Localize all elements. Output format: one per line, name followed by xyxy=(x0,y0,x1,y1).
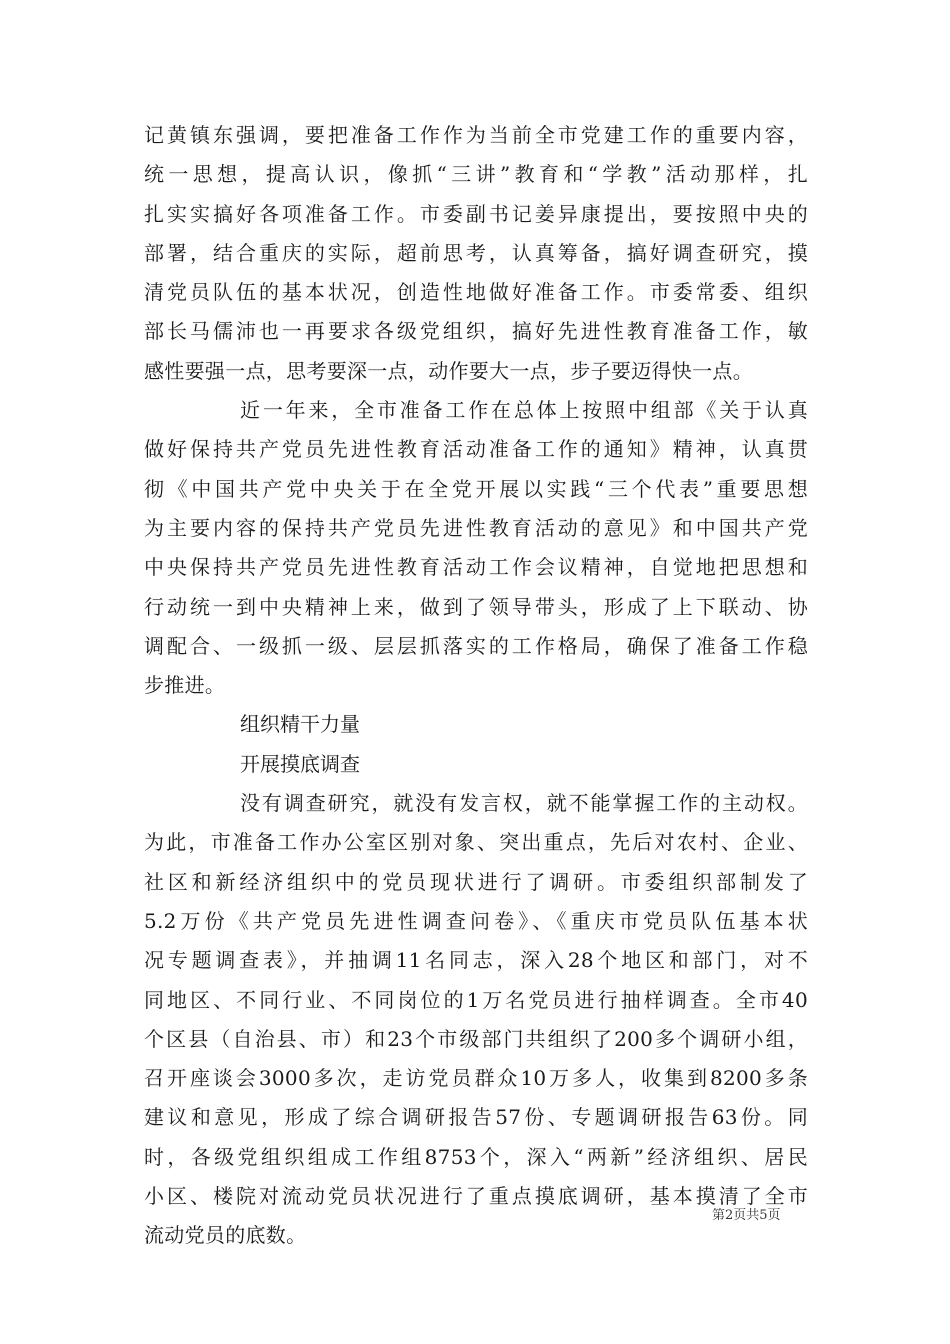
text-line: 做好保持共产党员先进性教育活动准备工作的通知》精神，认真贯 xyxy=(144,437,808,462)
paragraph-2 xyxy=(144,391,808,705)
text-line: 召开座谈会3000多次，走访党员群众10万多人，收集到8200多条 xyxy=(144,1066,808,1091)
text-line: 清党员队伍的基本状况，创造性地做好准备工作。市委常委、组织 xyxy=(144,280,808,305)
text-line: 扎实实搞好各项准备工作。市委副书记姜异康提出，要按照中央的 xyxy=(144,201,808,226)
text-line: 感性要强一点，思考要深一点，动作要大一点，步子要迈得快一点。 xyxy=(144,358,753,383)
text-line: 社区和新经济组织中的党员现状进行了调研。市委组织部制发了 xyxy=(144,869,808,894)
text-line: 统一思想，提高认识，像抓“三讲”教育和“学教”活动那样，扎 xyxy=(144,162,808,187)
text-line: 步推进。 xyxy=(144,673,226,698)
section-heading-1: 组织精干力量 xyxy=(240,712,360,737)
text-line: 部署，结合重庆的实际，超前思考，认真筹备，搞好调查研究，摸 xyxy=(144,240,808,265)
text-line: 时，各级党组织组成工作组8753个，深入“两新”经济组织、居民 xyxy=(144,1144,808,1169)
text-line: 近一年来，全市准备工作在总体上按照中组部《关于认真 xyxy=(240,398,808,423)
text-line: 建议和意见，形成了综合调研报告57份、专题调研报告63份。同 xyxy=(144,1105,808,1130)
text-line: 行动统一到中央精神上来，做到了领导带头，形成了上下联动、协 xyxy=(144,594,808,619)
text-line: 个区县（自治县、市）和23个市级部门共组织了200多个调研小组， xyxy=(144,1026,808,1051)
text-line: 同地区、不同行业、不同岗位的1万名党员进行抽样调查。全市40 xyxy=(144,987,808,1012)
text-line: 中央保持共产党员先进性教育活动工作会议精神，自觉地把思想和 xyxy=(144,555,808,580)
section-heading-2: 开展摸底调查 xyxy=(240,751,360,776)
text-line: 记黄镇东强调，要把准备工作作为当前全市党建工作的重要内容， xyxy=(144,123,808,147)
text-line: 况专题调查表》，并抽调11名同志，深入28个地区和部门，对不 xyxy=(144,948,808,973)
text-line: 5.2万份《共产党员先进性调查问卷》、《重庆市党员队伍基本状 xyxy=(144,908,808,933)
paragraph-3 xyxy=(144,784,808,1256)
text-line: 部长马儒沛也一再要求各级党组织，搞好先进性教育准备工作，敏 xyxy=(144,319,808,344)
text-line: 没有调查研究，就没有发言权，就不能掌握工作的主动权。 xyxy=(240,791,808,816)
text-line: 调配合、一级抓一级、层层抓落实的工作格局，确保了准备工作稳 xyxy=(144,633,808,658)
page-number: 第2页共5页 xyxy=(712,1208,781,1223)
text-line: 小区、楼院对流动党员状况进行了重点摸底调研，基本摸清了全市 xyxy=(144,1184,808,1209)
text-line: 流动党员的底数。 xyxy=(144,1223,307,1248)
document-body xyxy=(144,116,808,1256)
text-line: 为主要内容的保持共产党员先进性教育活动的意见》和中国共产党 xyxy=(144,515,808,540)
text-line: 彻《中国共产党中央关于在全党开展以实践“三个代表”重要思想 xyxy=(144,476,808,501)
paragraph-1 xyxy=(144,116,808,391)
text-line: 为此，市准备工作办公室区别对象、突出重点，先后对农村、企业、 xyxy=(144,830,808,855)
